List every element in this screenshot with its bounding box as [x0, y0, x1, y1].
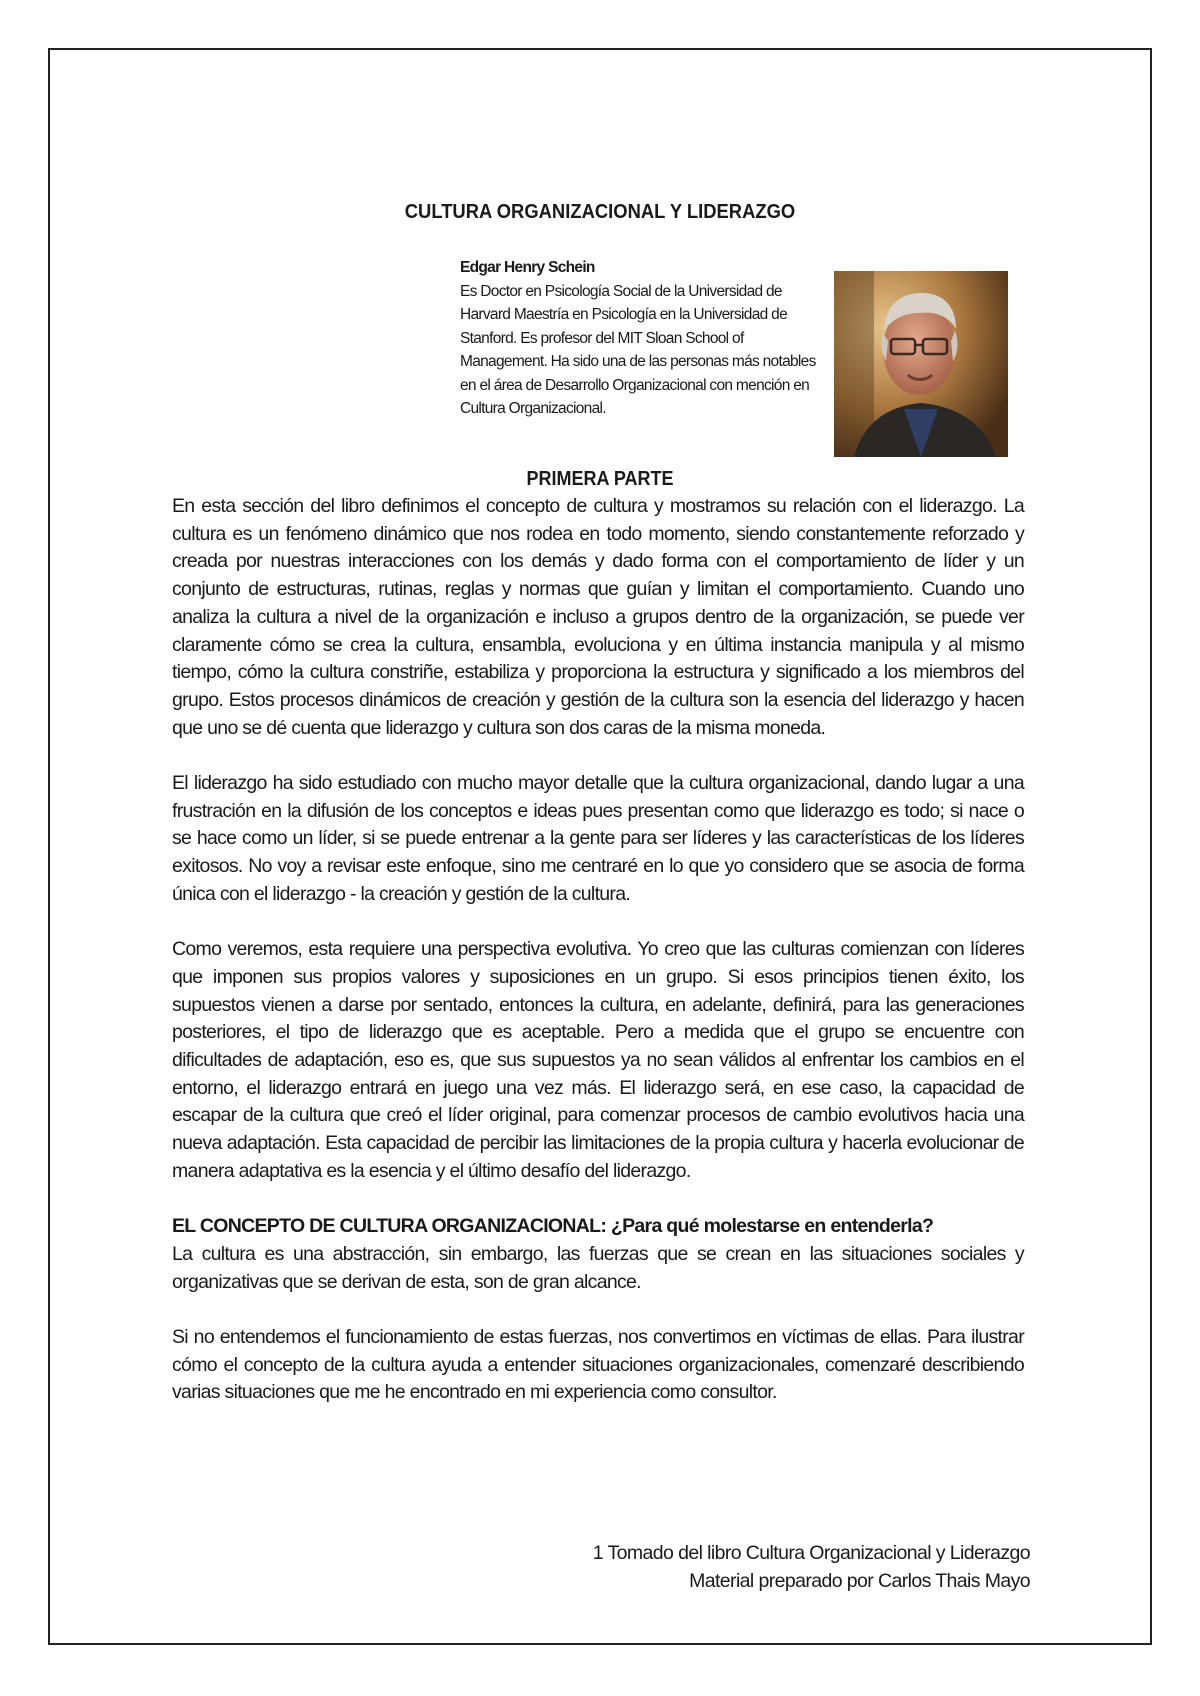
author-portrait-image [834, 271, 1008, 457]
author-bio: Es Doctor en Psicología Social de la Universidad de Harvard Maestría en Psicología en la Universidad de Stanford. Es profesor del MIT Sloan School of Management. Ha sido una de las personas más notables en el área de Desarrollo Organizacional con mención en Cultura Organizacional. [460, 282, 816, 417]
footer-line-source: 1 Tomado del libro Cultura Organizacional y Liderazgo [592, 1542, 1030, 1564]
footer-note [593, 1540, 1030, 1595]
section-heading: PRIMERA PARTE [526, 468, 674, 490]
concept-heading: EL CONCEPTO DE CULTURA ORGANIZACIONAL: ¿Para qué molestarse en entenderla? [172, 1215, 934, 1238]
paragraph: En esta sección del libro definimos el concepto de cultura y mostramos su relación con el liderazgo. La cultura es un fenómeno dinámico que nos rodea en todo momento, siendo constantemente reforzado y creada por nuestras interacciones con los demás y dado forma con el comportamiento de líder y un conjunto de estructuras, rutinas, reglas y normas que guían y limitan el comportamiento. Cuando uno analiza la cultura a nivel de la organización e incluso a grupos dentro de la organización, se puede ver claramente cómo se crea la cultura, ensambla, evoluciona y en última instancia manipula y al mismo tiempo, cómo la cultura constriñe, estabiliza y proporciona la estructura y significado a los miembros del grupo. Estos procesos dinámicos de creación y gestión de la cultura son la esencia del liderazgo y hacen que uno se dé cuenta que liderazgo y cultura son dos caras de la misma moneda. [172, 495, 1024, 739]
paragraph: El liderazgo ha sido estudiado con mucho mayor detalle que la cultura organizacional, dando lugar a una frustración en la difusión de los conceptos e ideas pues presentan como que liderazgo es todo; si nace o se hace como un líder, si se puede entrenar a la gente para ser líderes y las características de los líderes exitosos. No voy a revisar este enfoque, sino me centraré en lo que yo considero que se asocia de forma única con el liderazgo - la creación y gestión de la cultura. [172, 772, 1024, 905]
author-bio-block [460, 256, 830, 421]
document-title: CULTURA ORGANIZACIONAL Y LIDERAZGO [404, 201, 796, 223]
paragraph: La cultura es una abstracción, sin embargo, las fuerzas que se crean en las situaciones sociales y organizativas que se derivan de esta, son de gran alcance. [172, 1242, 1024, 1293]
footer-line-author: Material preparado por Carlos Thais Mayo [689, 1569, 1030, 1592]
body-text [172, 493, 1024, 1407]
paragraph: Como veremos, esta requiere una perspectiva evolutiva. Yo creo que las culturas comienzan con líderes que imponen sus propios valores y suposiciones en un grupo. Si esos principios tienen éxito, los supuestos vienen a darse por sentado, entonces la cultura, en adelante, definirá, para las generaciones posteriores, el tipo de liderazgo que es aceptable. Pero a medida que el grupo se encuentre con dificultades de adaptación, eso es, que sus supuestos ya no sean válidos al enfrentar los cambios en el entorno, el liderazgo entrará en juego una vez más. El liderazgo será, en ese caso, la capacidad de escapar de la cultura que creó el líder original, para comenzar procesos de cambio evolutivos hacia una nueva adaptación. Esta capacidad de percibir las limitaciones de la propia cultura y hacerla evolucionar de manera adaptativa es la esencia y el último desafío del liderazgo. [172, 938, 1024, 1182]
author-photo [834, 271, 1008, 457]
author-name: Edgar Henry Schein [460, 259, 595, 276]
paragraph: Si no entendemos el funcionamiento de estas fuerzas, nos convertimos en víctimas de ellas. Para ilustrar cómo el concepto de la cultura ayuda a entender situaciones organizacionales, comenzaré describiendo varias situaciones que me he encontrado en mi experiencia como consultor. [172, 1326, 1024, 1404]
